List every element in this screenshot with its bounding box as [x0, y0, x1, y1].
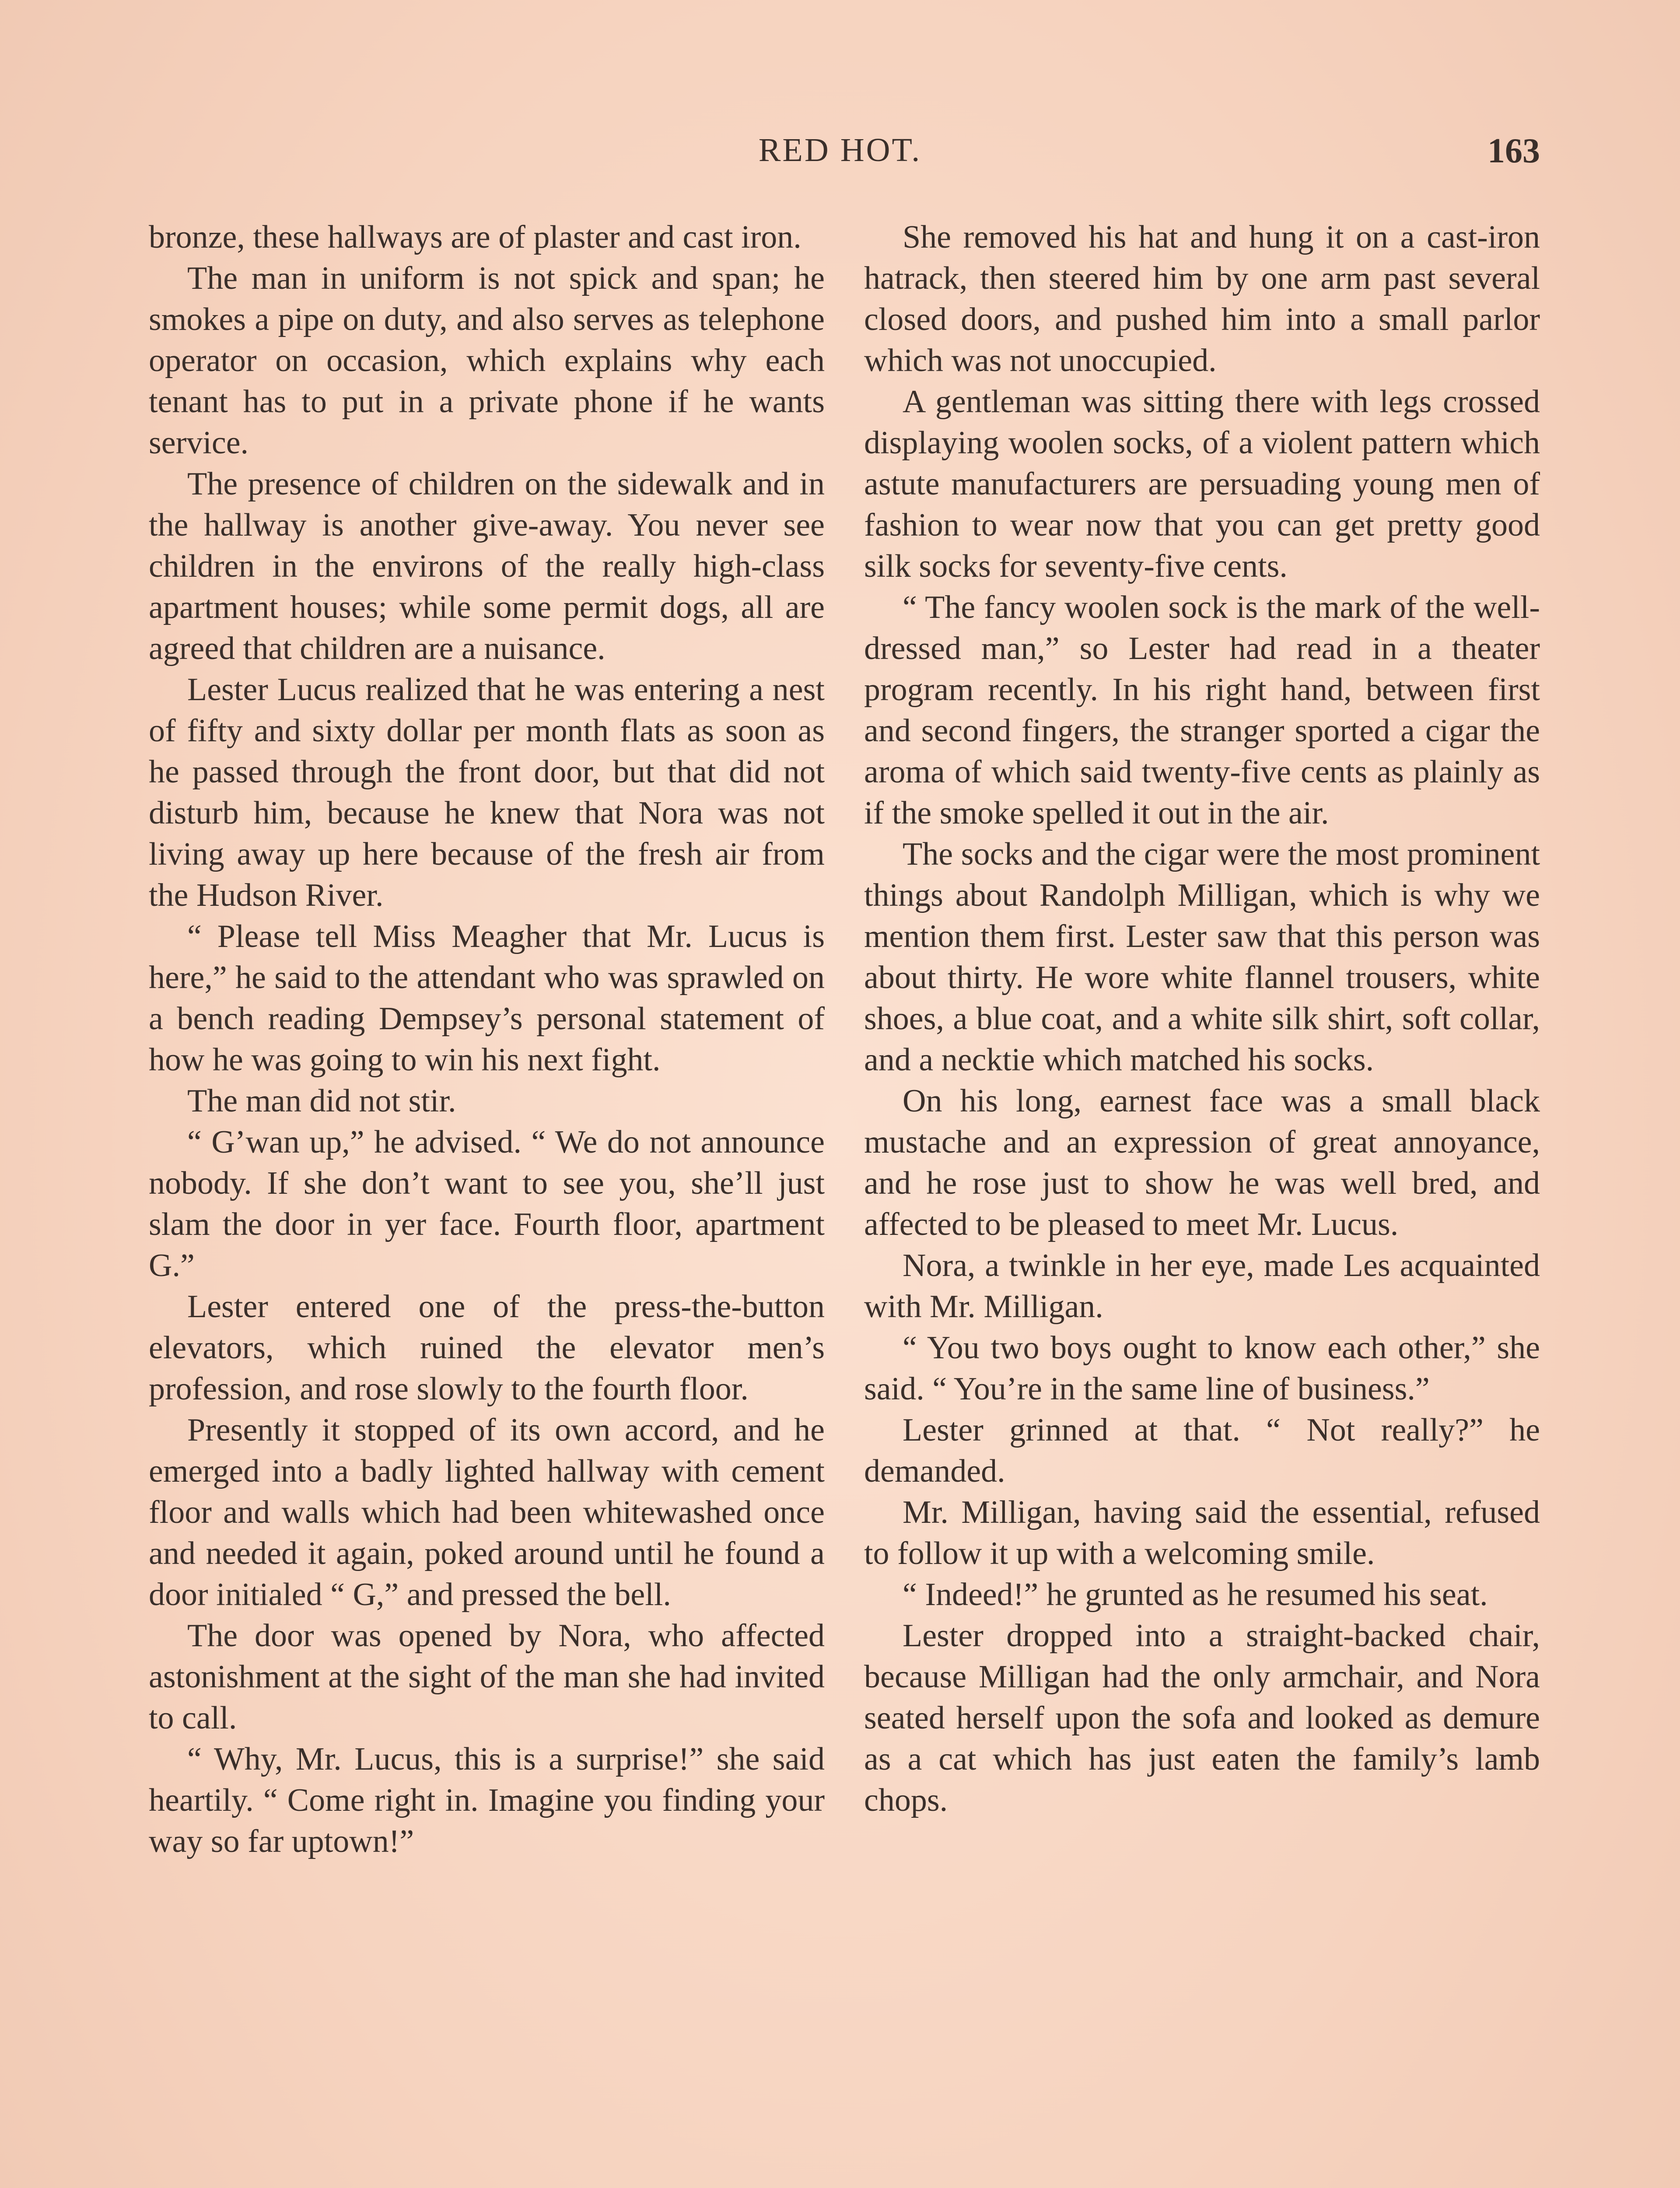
paragraph: The socks and the cigar were the most prominent things about Randolph Milligan, which is why we mention them first. Lester saw that this person was about thirty. He wore white flannel trousers, white shoes, a blue coat, and a white silk shirt, soft collar, and a necktie which matched his socks. — [864, 836, 1540, 1078]
running-title: RED HOT. — [758, 132, 922, 168]
paragraph: Presently it stopped of its own accord, and he emerged into a badly lighted hallway with cement floor and walls which had been whitewashed once and needed it again, poked around until he found a door initialed “ G,” and pressed the bell. — [149, 1412, 825, 1613]
paragraph: “ You two boys ought to know each other,” she said. “ You’re in the same line of business.” — [864, 1330, 1540, 1407]
paragraph: “ Indeed!” he grunted as he resumed his seat. — [903, 1577, 1488, 1613]
paragraph: “ G’wan up,” he advised. “ We do not announce nobody. If she don’t want to see you, she’ll just slam the door in yer face. Fourth floor, apartment G.” — [149, 1124, 825, 1283]
paragraph: “ Why, Mr. Lucus, this is a surprise!” she said heartily. “ Come right in. Imagine you finding your way so far uptown!” — [149, 1741, 825, 1859]
paragraph: On his long, earnest face was a small black mustache and an expression of great annoyance, and he rose just to show he was well bred, and affected to be pleased to meet Mr. Lucus. — [864, 1083, 1540, 1242]
paragraph: The presence of children on the sidewalk and in the hallway is another give-away. You never see children in the environs of the really high-class apartment houses; while some permit dogs, all are agreed that children are a nuisance. — [149, 466, 825, 666]
paragraph: Nora, a twinkle in her eye, made Les acquainted with Mr. Milligan. — [864, 1248, 1540, 1325]
paragraph: A gentleman was sitting there with legs crossed displaying woolen socks, of a violent pattern which astute manufacturers are persuading young men of fashion to wear now that you can get pretty good silk socks for seventy-five cents. — [864, 384, 1540, 584]
paragraph: Lester entered one of the press-the-button elevators, which ruined the elevator men’s profession, and rose slowly to the fourth floor. — [149, 1289, 825, 1407]
paragraph: Lester grinned at that. “ Not really?” he demanded. — [864, 1412, 1540, 1489]
paragraph: Lester Lucus realized that he was entering a nest of fifty and sixty dollar per month flats as soon as he passed through the front door, but that did not disturb him, because he knew that Nora was not living away up here because of the fresh air from the Hudson River. — [149, 672, 825, 913]
paragraph: bronze, these hallways are of plaster and cast iron. — [149, 219, 802, 255]
paragraph: “ Please tell Miss Meagher that Mr. Lucus is here,” he said to the attendant who was sprawled on a bench reading Dempsey’s personal statement of how he was going to win his next fight. — [149, 919, 825, 1078]
right-column — [864, 217, 1540, 1821]
page-header — [140, 131, 1540, 184]
paragraph: The door was opened by Nora, who affected astonishment at the sight of the man she had invited to call. — [149, 1618, 825, 1736]
page-number: 163 — [1488, 132, 1540, 170]
paragraph: Lester dropped into a straight-backed chair, because Milligan had the only armchair, and Nora seated herself upon the sofa and looked as demure as a cat which has just eaten the family’s lamb chops. — [864, 1618, 1540, 1818]
paragraph: The man did not stir. — [187, 1083, 456, 1119]
paragraph: Mr. Milligan, having said the essential, refused to follow it up with a welcoming smile. — [864, 1494, 1540, 1571]
paragraph: The man in uniform is not spick and span; he smokes a pipe on duty, and also serves as telephone operator on occasion, which explains why each tenant has to put in a private phone if he wants service. — [149, 260, 825, 461]
paragraph: She removed his hat and hung it on a cast-iron hatrack, then steered him by one arm past several closed doors, and pushed him into a small parlor which was not unoccupied. — [864, 219, 1540, 379]
paragraph: “ The fancy woolen sock is the mark of the well-dressed man,” so Lester had read in a theater program recently. In his right hand, between first and second fingers, the stranger sported a cigar the aroma of which said twenty-five cents as plainly as if the smoke spelled it out in the air. — [864, 589, 1540, 831]
left-column — [149, 217, 825, 1862]
